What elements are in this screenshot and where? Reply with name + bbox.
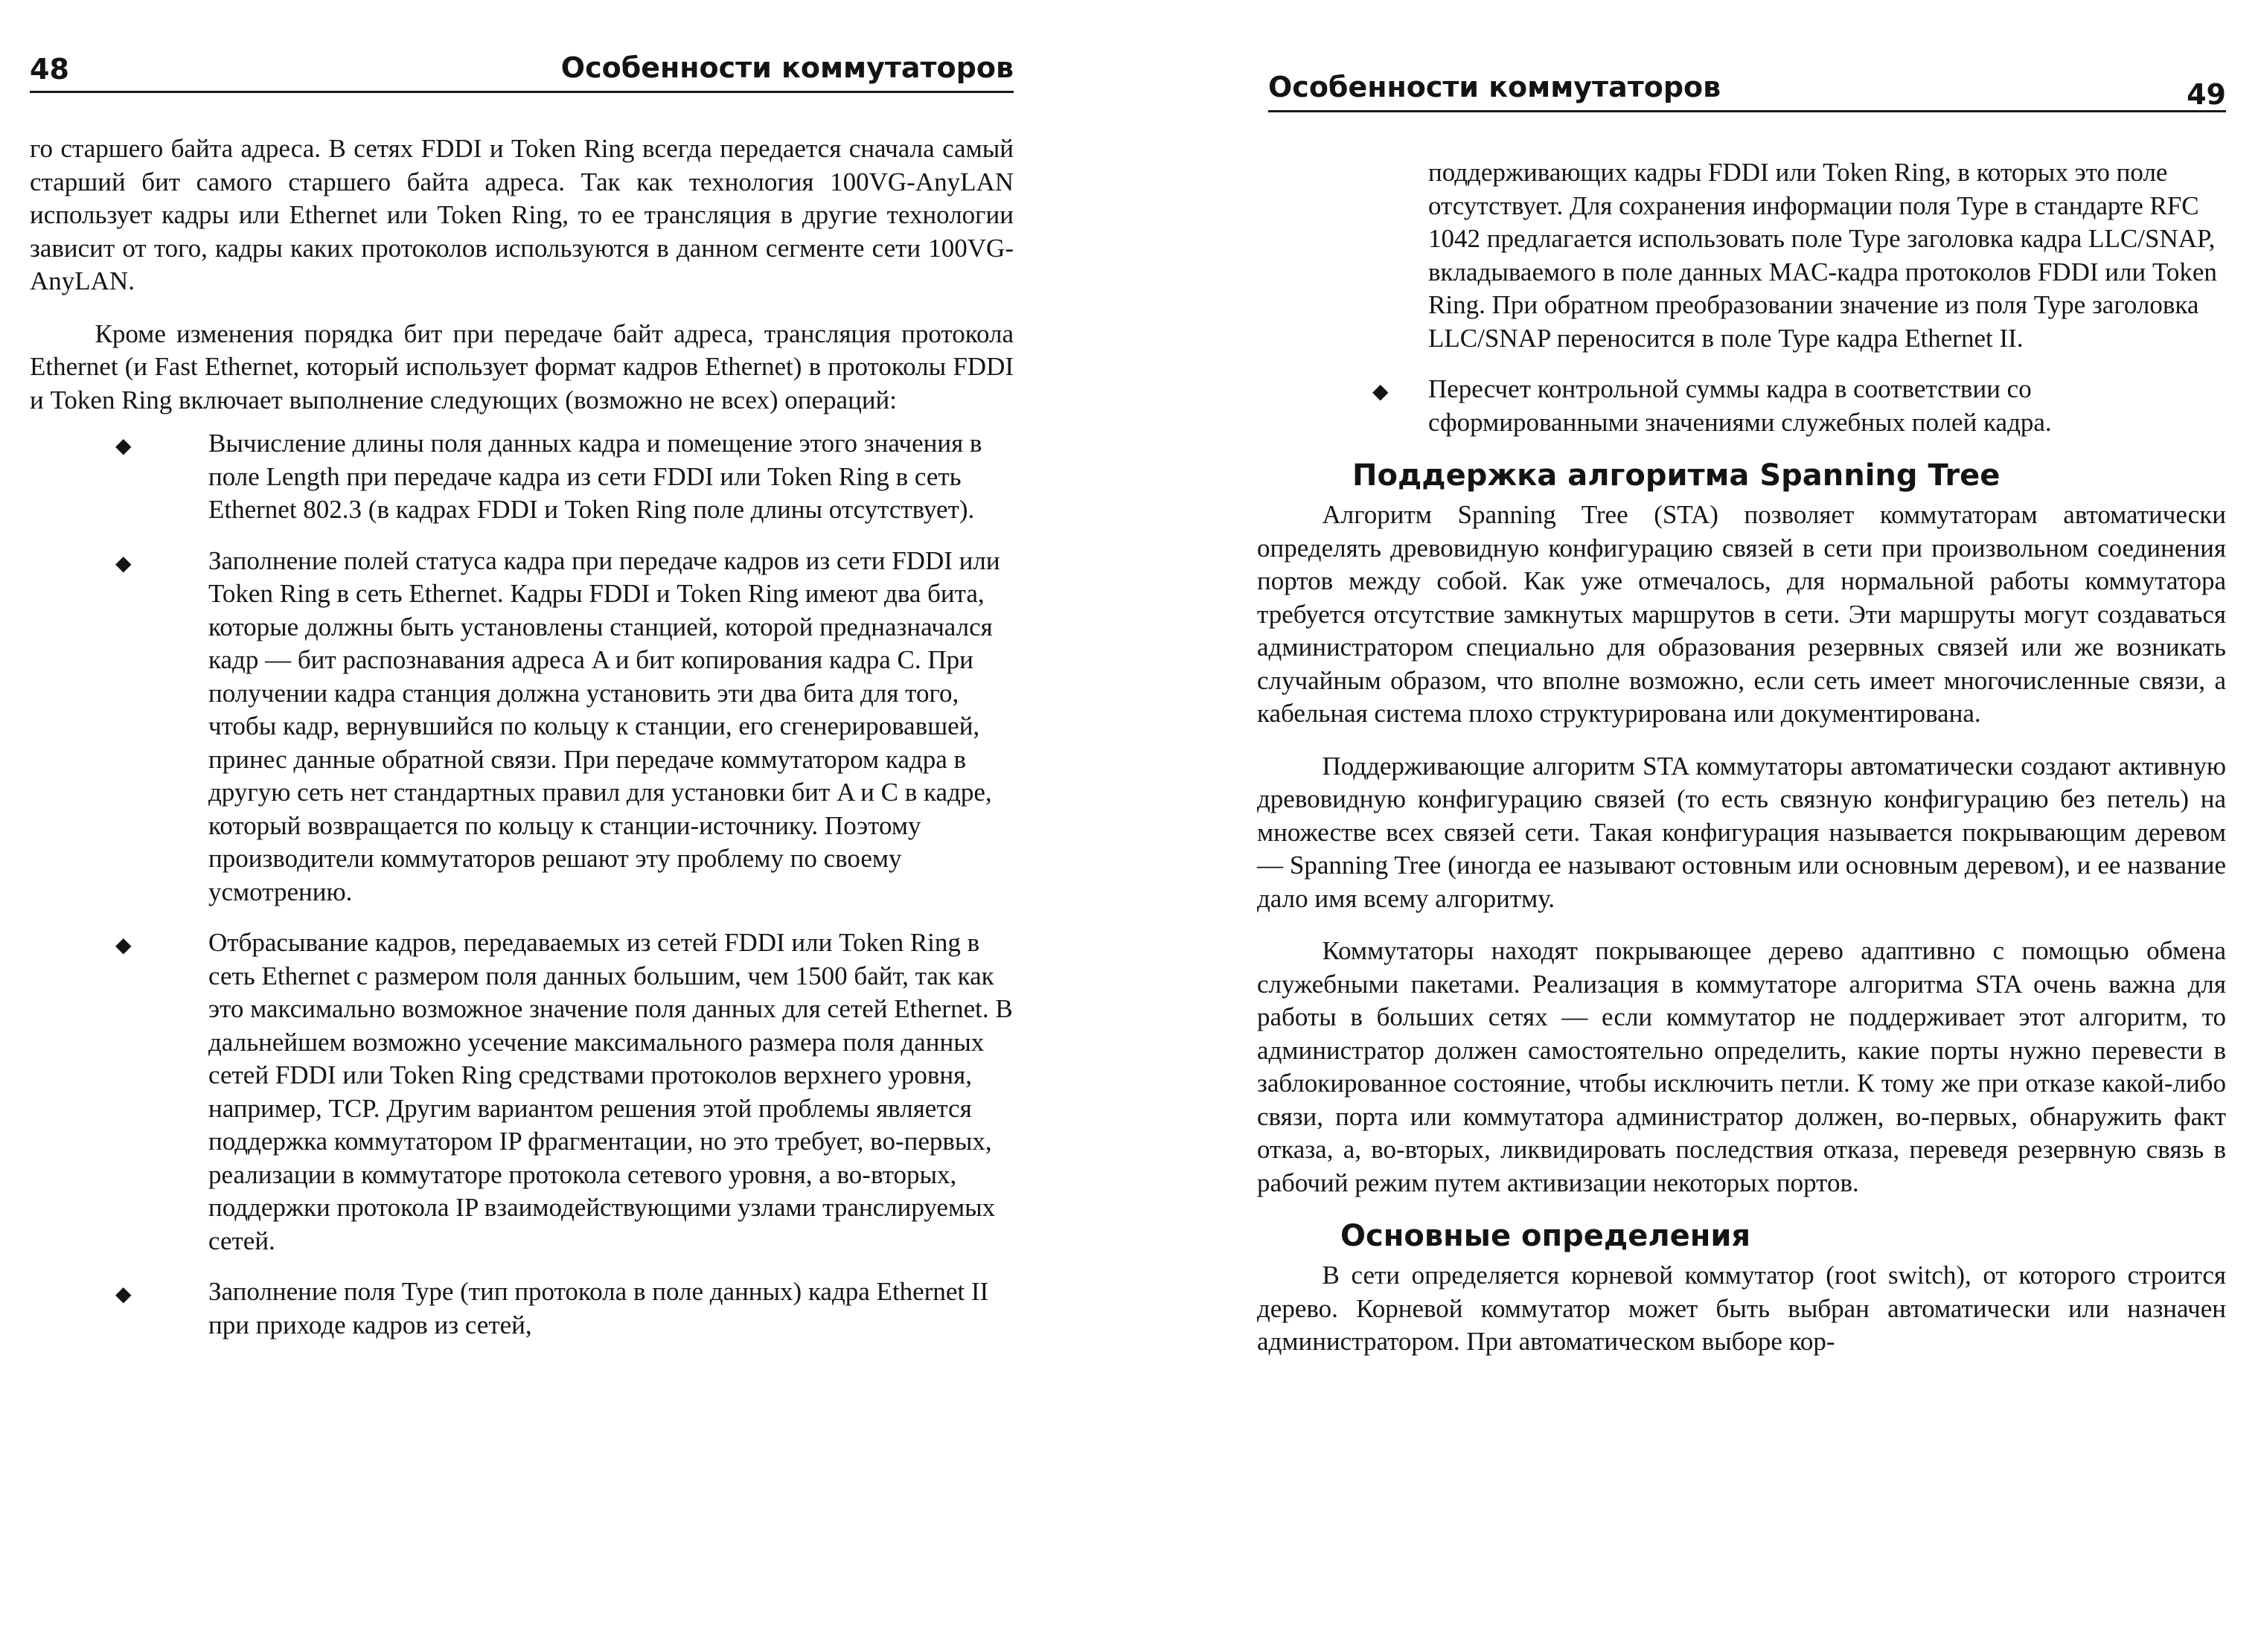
page-number: 49 bbox=[2187, 78, 2226, 111]
bullet-item bbox=[30, 545, 1014, 909]
diamond-bullet-icon: ◆ bbox=[115, 1281, 132, 1306]
diamond-bullet-icon: ◆ bbox=[1372, 379, 1389, 403]
section-heading: Поддержка алгоритма Spanning Tree bbox=[1352, 458, 2001, 493]
diamond-bullet-icon: ◆ bbox=[115, 932, 132, 957]
paragraph: Коммутаторы находят покрывающее дерево адаптивно с помощью обмена служебными пакетами. Реализация в коммутаторе алгоритма STA очень важна для работы в больших сетях — если коммутатор не поддерживает этот алгоритм, то администратор должен самостоятельно определить, какие порты нужно перевести в заблокированное состояние, чтобы исключить петли. К тому же при отказе какой-либо связи, порта или коммутатора администратор должен, во-первых, обнаружить факт отказа, а, во-вторых, ликвидировать последствия отказа, переведя резервную связь в рабочий режим путем активизации некоторых портов. bbox=[1257, 936, 2226, 1197]
running-title: Особенности коммутаторов bbox=[1268, 71, 1721, 103]
bullet-text: Пересчет контрольной суммы кадра в соответствии со сформированными значениями служебных полей кадра. bbox=[1428, 374, 2052, 437]
page-number: 48 bbox=[30, 53, 69, 86]
bullet-continuation: поддерживающих кадры FDDI или Token Ring, в которых это поле отсутствует. Для сохранения информации поля Type в стандарте RFC 1042 предлагается использовать поле Type заголовка кадра LLC/SNAP, вкладываемого в поле данных MAC-кадра протоколов FDDI или Token Ring. При обратном преобразовании значение из поля Type заголовка LLC/SNAP переносится в поле Type кадра Ethernet II. bbox=[1428, 158, 2217, 353]
paragraph: В сети определяется корневой коммутатор (root switch), от которого строится дерево. Корневой коммутатор может быть выбран автоматически или назначен администратором. При автоматическом выборе кор- bbox=[1257, 1261, 2226, 1356]
diamond-bullet-icon: ◆ bbox=[115, 433, 132, 458]
running-title: Особенности коммутаторов bbox=[560, 51, 1014, 84]
paragraph: го старшего байта адреса. В сетях FDDI и Token Ring всегда передается сначала самый старший бит самого старшего байта адреса. Так как технология 100VG-AnyLAN использует кадры или Ethernet или Token Ring, то ее трансляция в другие технологии зависит от того, кадры каких протоколов используются в данном сегменте сети 100VG-AnyLAN. bbox=[30, 134, 1014, 295]
diamond-bullet-icon: ◆ bbox=[115, 550, 132, 575]
bullet-item bbox=[30, 926, 1014, 1258]
bullet-text: Заполнение полей статуса кадра при передаче кадров из сети FDDI или Token Ring в сеть Ethernet. Кадры FDDI и Token Ring имеют два бита, которые должны быть установлены станцией, которой предназначался кадр — бит распознавания адреса A и бит копирования кадра C. При получении кадра станция должна установить эти два бита для того, чтобы кадр, вернувшийся по кольцу к станции, его сгенерировавшей, принес данные обратной связи. При передаче коммутатором кадра в другую сеть нет стандартных правил для установки бит A и C в кадре, который возвращается по кольцу к станции-источнику. Поэтому производители коммутаторов решают эту проблему по своему усмотрению. bbox=[208, 545, 1000, 906]
bullet-item bbox=[1257, 373, 2226, 439]
paragraph: Кроме изменения порядка бит при передаче байт адреса, трансляция протокола Ethernet (и Fast Ethernet, который использует формат кадров Ethernet) в протоколы FDDI и Token Ring включает выполнение следующих (возможно не всех) операций: bbox=[30, 318, 1014, 414]
right-page bbox=[1130, 0, 2261, 1652]
subsection-heading: Основные определения bbox=[1340, 1219, 1751, 1253]
paragraph: Поддерживающие алгоритм STA коммутаторы автоматически создают активную древовидную конфигурацию связей (то есть связную конфигурацию без петель) на множестве всех связей сети. Такая конфигурация называется покрывающим деревом — Spanning Tree (иногда ее называют остовным или основным деревом), и ее название дало имя всему алгоритму. bbox=[1257, 751, 2226, 913]
bullet-item bbox=[30, 1275, 1014, 1342]
right-page-header bbox=[1268, 64, 2226, 112]
paragraph: Алгоритм Spanning Tree (STA) позволяет коммутаторам автоматически определять древовидную конфигурацию связей в сети при произвольном соединения портов между собой. Как уже отмечалось, для нормальной работы коммутатора требуется отсутствие замкнутых маршрутов в сети. Эти маршруты могут создаваться администратором специально для образования резервных связей или же возникать случайным образом, что вполне возможно, если сеть имеет многочисленные связи, а кабельная система плохо структурирована или документирована. bbox=[1257, 500, 2226, 728]
bullet-text: Отбрасывание кадров, передаваемых из сетей FDDI или Token Ring в сеть Ethernet с размером поля данных большим, чем 1500 байт, так как это максимально возможное значение поля данных для сетей Ethernet. В дальнейшем возможно усечение максимального размера поля данных сетей FDDI или Token Ring средствами протоколов верхнего уровня, например, TCP. Другим вариантом решения этой проблемы является поддержка коммутатором IP фрагментации, но это требует, во-первых, реализации в коммутаторе протокола сетевого уровня, а во-вторых, поддержки протокола IP взаимодействующими узлами транслируемых сетей. bbox=[208, 928, 1013, 1255]
left-page-header bbox=[30, 45, 1014, 93]
bullet-text: Заполнение поля Type (тип протокола в поле данных) кадра Ethernet II при приходе кадров из сетей, bbox=[208, 1277, 989, 1339]
right-page-body bbox=[1257, 156, 2226, 1359]
bullet-text: Вычисление длины поля данных кадра и помещение этого значения в поле Length при передаче кадра из сети FDDI или Token Ring в сеть Ethernet 802.3 (в кадрах FDDI и Token Ring поле длины отсутствует). bbox=[208, 429, 982, 524]
bullet-item bbox=[30, 427, 1014, 527]
left-page bbox=[0, 0, 1130, 1652]
left-page-body bbox=[30, 132, 1014, 1360]
